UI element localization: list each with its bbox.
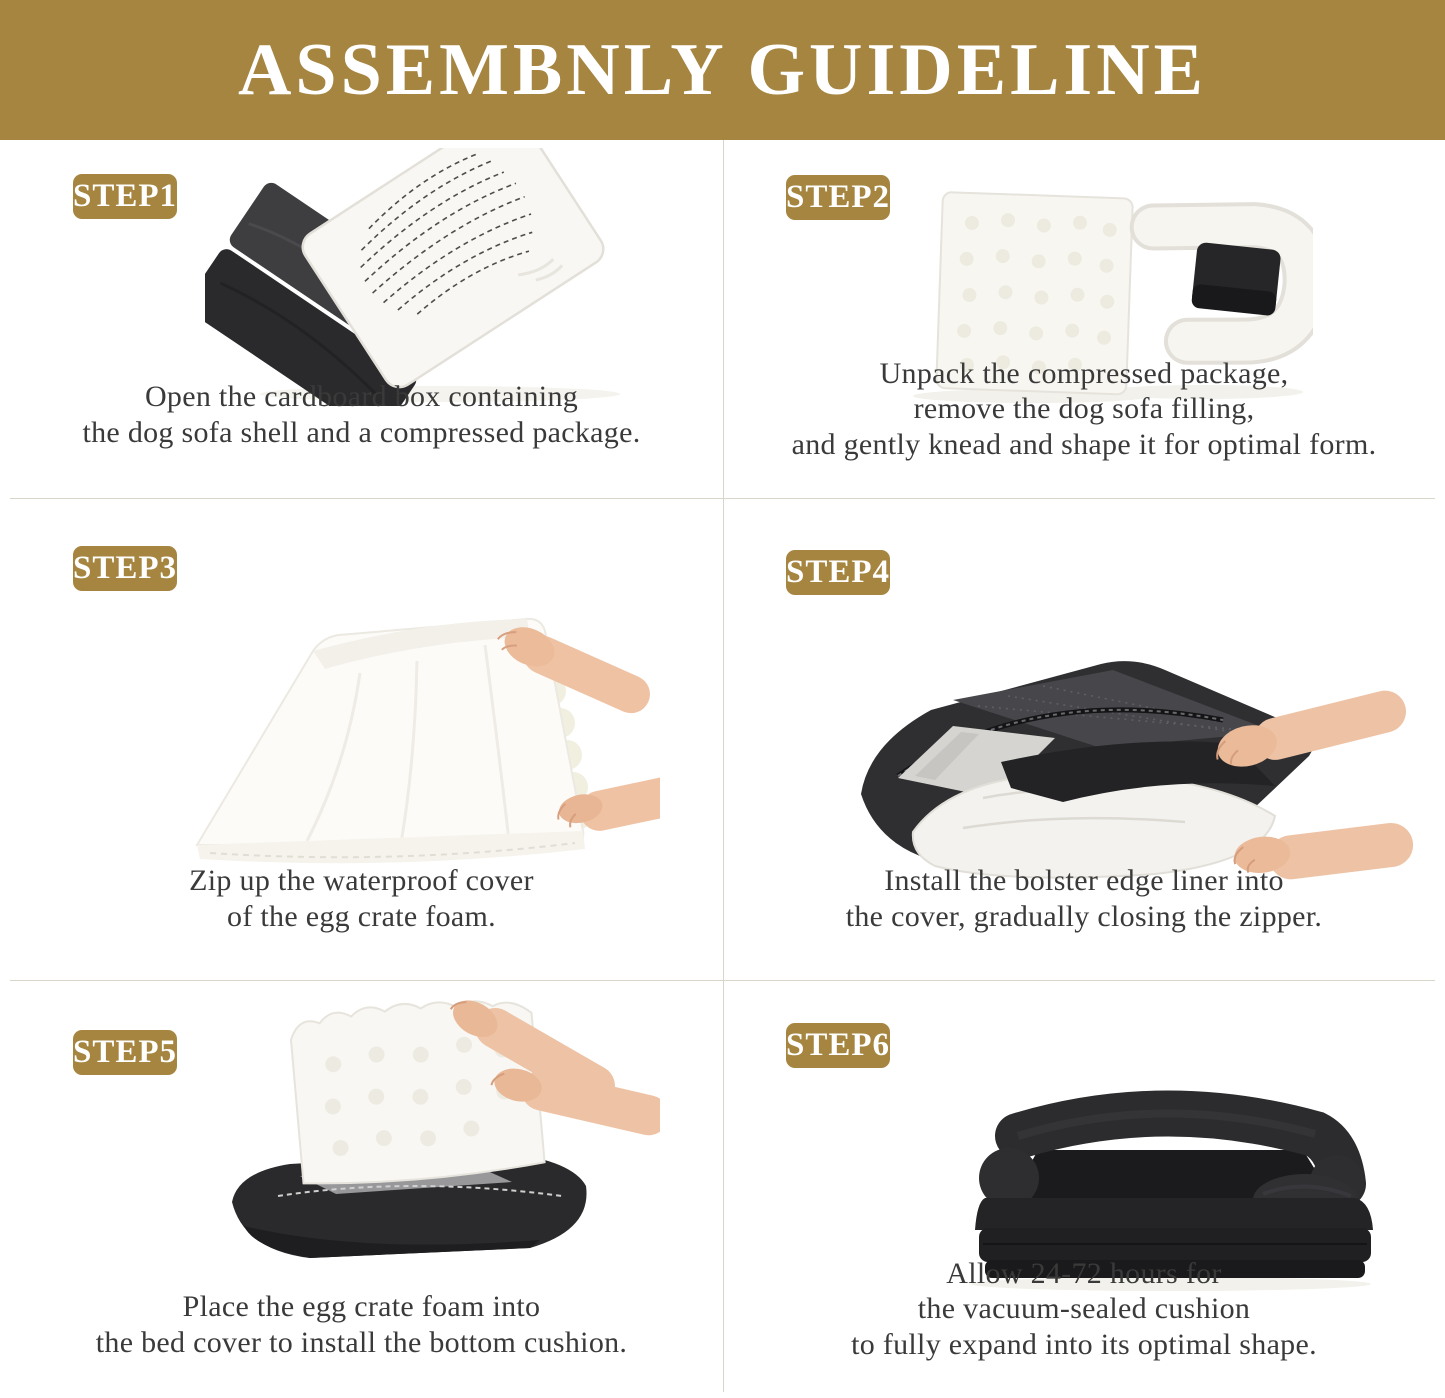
step-6-caption: Allow 24-72 hours for the vacuum-sealed cushion to fully expand into its optimal shape. [851,1256,1317,1361]
page-title: ASSEMBNLY GUIDELINE [237,28,1208,111]
step-1-photo [205,148,655,411]
step-4-badge: STEP4 [786,550,890,595]
cover-stretch-illustration [155,593,660,873]
step-6-badge: STEP6 [786,1023,890,1068]
bolster-tube [1142,215,1312,353]
shell-and-package-illustration [205,148,655,406]
black-fleece-pad [1191,242,1281,316]
step-2-caption: Unpack the compressed package, remove the dog sofa filling, and gently knead and shape it for optimal form. [791,356,1377,461]
upper-hand [1211,686,1410,774]
step-1-badge: STEP1 [73,174,177,219]
step-3-caption: Zip up the waterproof cover of the egg crate foam. [189,864,534,933]
step-5-badge: STEP5 [73,1030,177,1075]
step-1-caption: Open the cardboard box containing the dog sofa shell and a compressed package. [82,380,641,449]
header-banner [0,0,1445,140]
step-1-section [0,140,723,498]
step-4-caption: Install the bolster edge liner into the cover, gradually closing the zipper. [845,864,1323,933]
step-4-section [723,498,1445,980]
finished-dog-sofa-illustration [923,1032,1403,1294]
step-6-section [723,980,1445,1398]
step-5-caption: Place the egg crate foam into the bed cover to install the bottom cushion. [95,1290,628,1359]
step-3-badge: STEP3 [73,546,177,591]
foam-into-cover-illustration [160,990,660,1290]
black-dog-sofa [975,1113,1373,1278]
step-2-badge: STEP2 [786,175,890,220]
step-5-photo [160,990,660,1295]
step-5-section [0,980,723,1398]
step-3-photo [155,593,660,878]
step-3-section [0,498,723,980]
step-2-section [723,140,1445,498]
